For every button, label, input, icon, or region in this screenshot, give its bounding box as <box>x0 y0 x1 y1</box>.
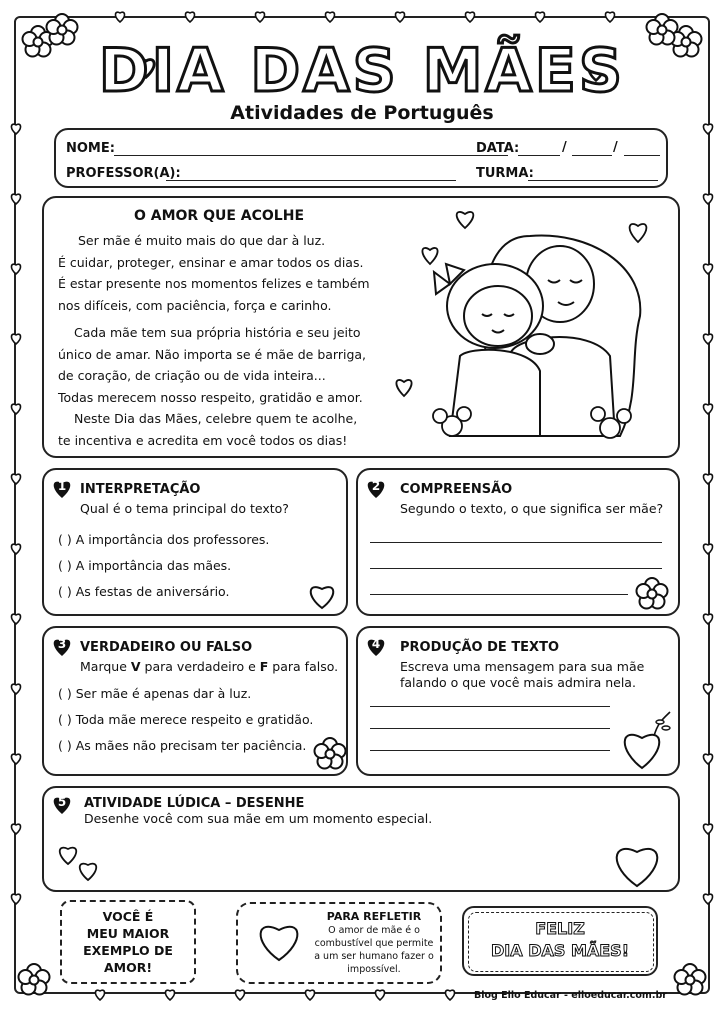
heart-icon <box>250 914 308 964</box>
student-info-box <box>54 128 668 188</box>
question-1-box <box>42 468 348 616</box>
answer-line[interactable] <box>370 750 610 751</box>
reading-text <box>58 230 398 451</box>
date-slash: / <box>613 140 618 155</box>
banner-line: VOCÊ É <box>102 909 154 924</box>
flower-icon <box>632 574 672 614</box>
question-heading: ATIVIDADE LÚDICA – DESENHE <box>84 796 305 811</box>
greeting-line: DIA DAS MÃES! <box>491 941 629 960</box>
class-field[interactable] <box>528 180 658 181</box>
question-prompt: Segundo o texto, o que significa ser mãe? <box>400 501 664 516</box>
reading-line: Cada mãe tem sua própria história e seu jeito <box>74 325 361 340</box>
question-heading: INTERPRETAÇÃO <box>80 482 201 497</box>
prompt-text: para falso. <box>268 659 339 674</box>
answer-option[interactable]: ( ) A importância dos professores. <box>58 532 270 547</box>
reflect-line: impossível. <box>347 964 401 975</box>
question-prompt: Escreva uma mensagem para sua mãe <box>400 659 645 674</box>
page-title: DIA DAS MÃES <box>98 36 626 106</box>
date-day-field[interactable] <box>518 155 560 156</box>
question-number: 3 <box>57 637 67 651</box>
date-slash: / <box>562 140 567 155</box>
heart-icon <box>304 578 340 610</box>
page-subtitle: Atividades de Português <box>230 102 494 124</box>
question-number: 5 <box>57 795 67 809</box>
question-heading: PRODUÇÃO DE TEXTO <box>400 640 560 655</box>
date-year-field[interactable] <box>624 155 660 156</box>
flower-icon <box>310 734 350 774</box>
answer-line[interactable] <box>370 706 610 707</box>
answer-line[interactable] <box>370 542 662 543</box>
date-month-field[interactable] <box>572 155 612 156</box>
answer-option[interactable]: ( ) Toda mãe merece respeito e gratidão. <box>58 712 314 727</box>
name-label: NOME: <box>66 141 115 156</box>
class-label: TURMA: <box>476 166 534 181</box>
greeting-line: FELIZ <box>535 919 585 938</box>
teacher-label: PROFESSOR(A): <box>66 166 181 181</box>
prompt-bold-v: V <box>130 659 141 674</box>
name-field[interactable] <box>114 155 508 156</box>
question-prompt: Qual é o tema principal do texto? <box>80 501 289 516</box>
banner-line: MEU MAIOR <box>86 926 170 941</box>
credit-text: Blog Ello Educar - elloeducar.com.br <box>474 990 667 1001</box>
heart-icon <box>604 834 670 890</box>
reading-line: nos difíceis, com paciência, força e carinho. <box>58 297 332 313</box>
reflect-card <box>236 902 442 984</box>
reading-line: de coração, de criação ou de vida inteira... <box>58 368 326 383</box>
love-banner <box>60 900 196 984</box>
mother-daughter-hug-icon <box>390 206 660 454</box>
answer-option[interactable]: ( ) As mães não precisam ter paciência. <box>58 738 307 753</box>
reading-line: É estar presente nos momentos felizes e também <box>58 276 370 291</box>
reading-line: te incentiva e acredita em você todos os dias! <box>58 432 348 448</box>
reading-line: único de amar. Não importa se é mãe de barriga, <box>58 346 367 362</box>
reflect-line: combustível que permite <box>314 938 434 949</box>
question-prompt: Desenhe você com sua mãe em um momento especial. <box>84 811 433 826</box>
answer-option[interactable]: ( ) A importância das mães. <box>58 558 232 573</box>
question-4-box <box>356 626 680 776</box>
date-label: DATA: <box>476 141 520 156</box>
reading-title: O AMOR QUE ACOLHE <box>133 208 305 224</box>
prompt-text: para verdadeiro e <box>140 659 260 674</box>
answer-line[interactable] <box>370 594 628 595</box>
question-3-box <box>42 626 348 776</box>
question-heading: COMPREENSÃO <box>400 482 513 497</box>
banner-line: EXEMPLO DE <box>83 943 173 958</box>
answer-line[interactable] <box>370 728 610 729</box>
question-2-box <box>356 468 680 616</box>
drawing-area[interactable] <box>124 830 594 886</box>
answer-line[interactable] <box>370 568 662 569</box>
reading-line: É cuidar, proteger, ensinar e amar todos os dias. <box>58 254 364 270</box>
heart-with-leaves-icon <box>614 708 674 772</box>
banner-line: AMOR! <box>103 960 153 975</box>
greeting-card <box>462 906 658 976</box>
prompt-text: Marque <box>80 659 131 674</box>
question-prompt <box>80 656 338 678</box>
teacher-field[interactable] <box>166 180 456 181</box>
question-heading: VERDADEIRO OU FALSO <box>80 640 253 655</box>
question-number: 4 <box>371 637 381 651</box>
hearts-icon <box>54 840 104 890</box>
reflect-line: O amor de mãe é o <box>328 925 420 936</box>
question-prompt: falando o que você mais admira nela. <box>400 675 636 690</box>
reading-line: Ser mãe é muito mais do que dar à luz. <box>78 233 326 248</box>
prompt-bold-f: F <box>259 659 269 674</box>
question-number: 2 <box>371 479 381 493</box>
reflect-line: a um ser humano fazer o <box>314 951 434 962</box>
reading-box <box>42 196 680 458</box>
answer-option[interactable]: ( ) Ser mãe é apenas dar à luz. <box>58 686 252 701</box>
reading-line: Neste Dia das Mães, celebre quem te acolhe, <box>74 411 358 426</box>
question-number: 1 <box>57 479 67 493</box>
answer-option[interactable]: ( ) As festas de aniversário. <box>58 584 230 599</box>
reading-line: Todas merecem nosso respeito, gratidão e amor. <box>58 389 363 405</box>
question-5-box <box>42 786 680 892</box>
reflect-title: PARA REFLETIR <box>326 910 422 923</box>
